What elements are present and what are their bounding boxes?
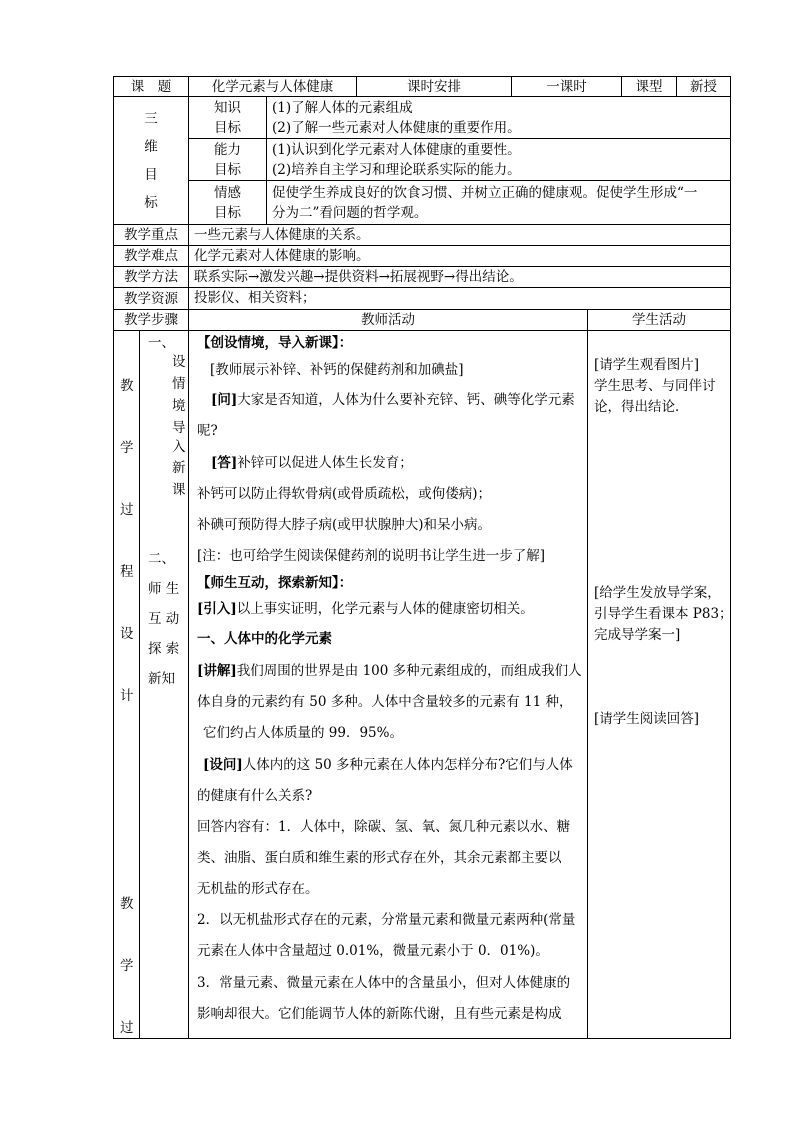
resources-label: 教学资源 [113, 287, 189, 310]
process-label-char: 学 [120, 958, 134, 974]
stage1-char: 新 [172, 460, 186, 476]
teacher-line: 元素在人体中含量超过 0.01%，微量元素小于 0．01%)。 [197, 943, 549, 959]
process-label-char: 教 [120, 896, 134, 912]
teacher-line: 体自身的元素约有 50 多种。人体中含量较多的元素有 11 种， [197, 694, 573, 710]
process-label-char: 设 [120, 626, 134, 642]
student-line: 学生思考、与同伴讨 [594, 378, 716, 394]
teacher-line: 影响却很大。它们能调节人体的新陈代谢，且有些元素是构成 [197, 1006, 562, 1022]
teacher-line: 类、油脂、蛋白质和维生素的形式存在外，其余元素都主要以 [197, 850, 562, 866]
objectives-label-char: 维 [144, 138, 158, 155]
objectives-label-char: 目 [144, 166, 158, 183]
difficulty-value: 化学元素对人体健康的影响。 [188, 245, 731, 267]
process-label-char: 计 [120, 688, 134, 704]
stage2-number: 二、 [148, 551, 175, 567]
teacher-line: [答]补锌可以促进人体生长发育； [211, 455, 413, 471]
resources-value: 投影仪、相关资料； [188, 287, 731, 310]
knowledge-goal-text: (1)了解人体的元素组成 (2)了解一些元素对人体健康的重要作用。 [266, 96, 731, 139]
stage2-line: 师 生 [148, 581, 180, 597]
stage1-char: 课 [172, 482, 186, 498]
stage1-number: 一、 [148, 335, 175, 351]
process-label-char: 过 [120, 502, 134, 518]
ability-goal-text: (1)认识到化学元素对人体健康的重要性。 (2)培养自主学习和理论联系实际的能力。 [266, 138, 731, 181]
teacher-line: [问]大家是否知道，人体为什么要补充锌、钙、碘等化学元素 [211, 392, 575, 408]
ability-goal-name: 能力 目标 [188, 138, 267, 181]
teacher-line: 它们约占人体质量的 99．95%。 [203, 725, 403, 741]
teacher-line: [引入]以上事实证明，化学元素与人体的健康密切相关。 [197, 601, 534, 617]
student-activity-cell [587, 330, 731, 1039]
course-label: 课 题 [130, 78, 172, 95]
teacher-line: [教师展示补锌、补钙的保健药剂和加碘盐] [210, 362, 464, 378]
emotion-goal-text: 促使学生养成良好的饮食习惯、并树立正确的健康观。促使学生形成“一 分为二”看问题的哲学观。 [266, 180, 731, 225]
type-label: 课型 [635, 78, 663, 95]
period-value: 一课时 [546, 78, 587, 95]
teacher-line: 补碘可预防得大脖子病(或甲状腺肿大)和呆小病。 [197, 517, 492, 533]
difficulty-label: 教学难点 [113, 245, 189, 267]
period-value-cell [511, 76, 622, 97]
process-label-cell [113, 330, 140, 1039]
stage1-char: 设 [172, 354, 186, 370]
stage2-line: 新知 [148, 671, 175, 687]
course-title: 化学元素与人体健康 [211, 78, 334, 95]
objectives-label-char: 三 [144, 110, 158, 127]
course-title-cell [188, 76, 357, 97]
teacher-line: 呢? [197, 423, 218, 439]
process-label-char: 过 [120, 1020, 134, 1036]
stage2-line: 互 动 [148, 611, 180, 627]
course-label-cell [113, 76, 189, 97]
student-line: 引导学生看课本 P83； [594, 606, 733, 622]
stage2-line: 探 索 [148, 641, 180, 657]
teacher-line: [设问]人体内的这 50 多种元素在人体内怎样分布?它们与人体 [203, 757, 573, 773]
method-value: 联系实际→激发兴趣→提供资料→拓展视野→得出结论。 [188, 266, 731, 288]
stage1-char: 导 [172, 420, 186, 436]
teacher-activity-cell [188, 330, 588, 1039]
section-heading-elements: 一、人体中的化学元素 [197, 631, 332, 647]
teacher-line: 补钙可以防止得软骨病(或骨质疏松，或佝偻病)； [197, 486, 492, 502]
process-label-char: 程 [120, 564, 134, 580]
teacher-line: 无机盐的形式存在。 [197, 881, 319, 897]
objectives-label-cell [113, 96, 189, 225]
section-heading-interaction: 【师生互动，探索新知】： [197, 575, 353, 591]
type-label-cell [621, 76, 677, 97]
key-points-value: 一些元素与人体健康的关系。 [188, 224, 731, 246]
type-value-cell [676, 76, 731, 97]
knowledge-goal-name: 知识 目标 [188, 96, 267, 139]
process-label-char: 学 [120, 440, 134, 456]
section-heading-intro: 【创设情境，导入新课】： [197, 335, 353, 351]
type-value: 新授 [690, 78, 717, 95]
student-line: 论，得出结论． [594, 399, 689, 415]
teacher-line: 回答内容有：1．人体中，除碳、氢、氧、氮几种元素以水、糖 [197, 819, 571, 835]
teacher-line: [讲解]我们周围的世界是由 100 多种元素组成的，而组成我们人 [197, 663, 582, 679]
student-line: 完成导学案一] [594, 627, 681, 643]
student-line: [给学生发放导学案， [594, 585, 721, 601]
method-label: 教学方法 [113, 266, 189, 288]
stage1-char: 入 [172, 439, 186, 455]
student-line: [请学生观看图片] [594, 357, 700, 373]
student-activity-header: 学生活动 [587, 309, 731, 331]
teacher-line: 2．以无机盐形式存在的元素，分常量元素和微量元素两种(常量 [197, 912, 576, 928]
teacher-line: 的健康有什么关系? [197, 788, 313, 804]
period-label: 课时安排 [407, 78, 461, 95]
steps-header: 教学步骤 [113, 309, 189, 331]
teacher-activity-header: 教师活动 [188, 309, 588, 331]
stage1-char: 境 [172, 398, 186, 414]
key-points-label: 教学重点 [113, 224, 189, 246]
period-label-cell [356, 76, 512, 97]
process-label-char: 教 [120, 378, 134, 394]
stage1-char: 情 [172, 376, 186, 392]
teacher-line: [注：也可给学生阅读保健药剂的说明书让学生进一步了解] [197, 548, 546, 564]
teacher-line: 3．常量元素、微量元素在人体中的含量虽小，但对人体健康的 [197, 975, 571, 991]
student-line: [请学生阅读回答] [594, 711, 700, 727]
emotion-goal-name: 情感 目标 [188, 180, 267, 225]
objectives-label-char: 标 [144, 194, 158, 211]
